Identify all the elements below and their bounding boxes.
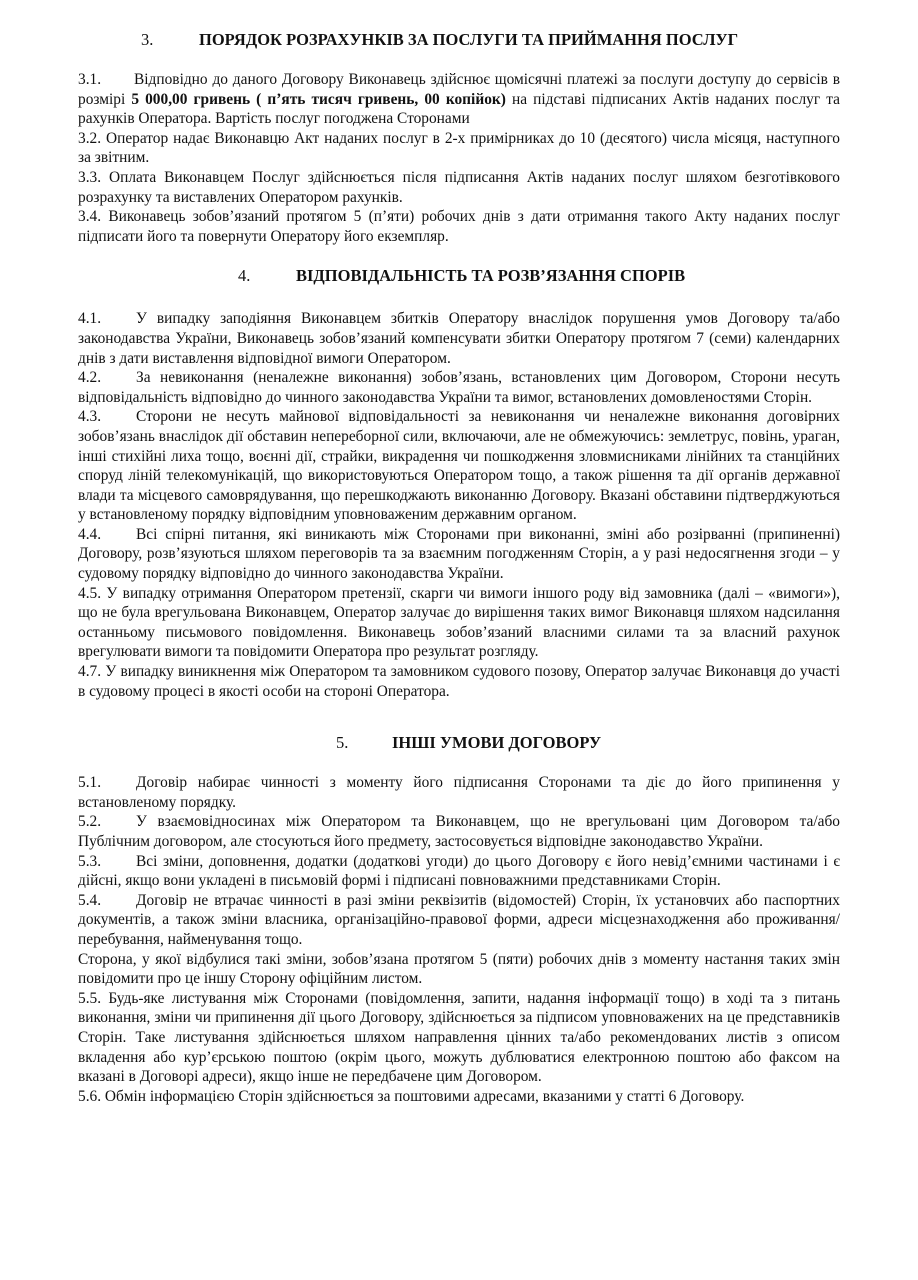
clause-3-1-number: 3.1. — [78, 71, 102, 88]
clause-5-3-text: Всі зміни, доповнення, додатки (додаткові угоди) до цього Договору є його невід’ємними частинами і є дійсні, якщо вони укладені в письмовій формі і підписані повноважними представниками Сторін. — [78, 852, 840, 890]
section-3-heading — [78, 30, 840, 50]
clause-5-3 — [78, 852, 840, 891]
clause-4-3-number: 4.3. — [78, 408, 102, 426]
clause-5-1-text: Договір набирає чинності з моменту його підписання Сторонами та діє до його припинення у встановленому порядку. — [78, 774, 840, 811]
clause-5-4-number: 5.4. — [78, 891, 102, 909]
clause-5-3-number: 5.3. — [78, 852, 102, 870]
section-3-number: 3. — [141, 30, 154, 49]
clause-4-2-text: За невиконання (неналежне виконання) зобов’язань, встановлених цим Договором, Сторони несуть відповідальність відповідно до чинного законодавства України та вимог, встановлених домовленостями Сторін. — [78, 369, 840, 406]
clause-5-4-text: Договір не втрачає чинності в разі зміни реквізитів (відомостей) Сторін, їх установчих або паспортних документів, а також зміни власника, організаційно-правової форми, адреси місцезнаходження або проживання/перебування, найменування тощо. — [78, 891, 840, 948]
clause-3-4: 3.4. Виконавець зобов’язаний протягом 5 (п’яти) робочих днів з дати отримання такого Акту наданих послуг підписати його та повернути Оператору його екземпляр. — [78, 208, 840, 245]
clause-5-5: 5.5. Будь-яке листування між Сторонами (повідомлення, запити, надання інформації тощо) в ході та з питань виконання, зміни чи припинення дії цього Договору, здійснюється за підписом уповноважених на це представників Сторін. Таке листування здійснюється шляхом направлення цінних та/або рекомендованих листів з описом вкладення або кур’єрською поштою (окрім цього, можуть дублюватися електронною поштою або факсом на вказані в Договорі адреси), якщо інше не передбачене цим Договором. — [78, 989, 840, 1086]
clause-3-1-amount: 5 000,00 гривень ( п’ять тисяч гривень, 00 копійок) — [131, 90, 506, 108]
section-4-number: 4. — [238, 266, 251, 286]
section-4-heading — [78, 266, 840, 286]
clause-5-1-number: 5.1. — [78, 774, 102, 792]
clause-4-5: 4.5. У випадку отримання Оператором претензії, скарги чи вимоги іншого роду від замовника (далі – «вимоги»), що не була врегульована Виконавцем, Оператор залучає до вирішення таких вимог Виконавця шляхом надсилання останньому письмового повідомлення. Виконавець зобов’язаний власними силами та за власний рахунок врегулювати вимоги та повідомити Оператора про результат розгляду. — [78, 584, 840, 661]
clause-5-4 — [78, 891, 840, 950]
clause-5-2-text: У взаємовідносинах між Оператором та Виконавцем, що не врегульовані цим Договором та/або Публічним договором, але стосуються його предмету, застосовується відповідне законодавство України. — [78, 813, 840, 850]
clause-3-1-text-b: на підставі підписаних Актів наданих послуг та рахунків Оператора. Вартість послуг погоджена Сторонами — [78, 90, 840, 128]
clause-4-2-number: 4.2. — [78, 369, 102, 387]
clause-5-2-number: 5.2. — [78, 813, 102, 831]
section-3-title: ПОРЯДОК РОЗРАХУНКІВ ЗА ПОСЛУГИ ТА ПРИЙМАННЯ ПОСЛУГ — [199, 30, 739, 49]
clause-3-2: 3.2. Оператор надає Виконавцю Акт наданих послуг в 2-х примірниках до 10 (десятого) числа місяця, наступного за звітним. — [78, 129, 840, 167]
clause-5-1 — [78, 773, 840, 812]
clause-4-7: 4.7. У випадку виникнення між Оператором та замовником судового позову, Оператор залучає Виконавця до участі в судовому процесі в якості особи на стороні Оператора. — [78, 663, 840, 700]
clause-4-4-number: 4.4. — [78, 525, 102, 543]
section-4-title: ВІДПОВІДАЛЬНІСТЬ ТА РОЗВ’ЯЗАННЯ СПОРІВ — [296, 266, 686, 286]
section-5-heading — [78, 733, 840, 753]
clause-3-1 — [78, 70, 840, 129]
clause-5-2 — [78, 812, 840, 851]
clause-4-1-number: 4.1. — [78, 310, 102, 328]
clause-4-3 — [78, 407, 840, 525]
clause-4-4 — [78, 525, 840, 584]
clause-4-2 — [78, 368, 840, 407]
section-5-number: 5. — [336, 733, 349, 753]
clause-5-4-continuation: Сторона, у якої відбулися такі зміни, зобов’язана протягом 5 (пяти) робочих днів з моменту настання таких змін повідомити про це іншу Сторону офіційним листом. — [78, 950, 840, 988]
clause-4-1 — [78, 309, 840, 368]
clause-4-1-text: У випадку заподіяння Виконавцем збитків Оператору внаслідок порушення умов Договору та/або законодавства України, Виконавець зобов’язаний компенсувати збитки Оператору протягом 7 (семи) календарних днів з дати виставлення відповідної вимоги Оператором. — [78, 310, 840, 367]
section-5-title: ІНШІ УМОВИ ДОГОВОРУ — [392, 733, 602, 753]
clause-3-3: 3.3. Оплата Виконавцем Послуг здійснюється після підписання Актів наданих послуг шляхом безготівкового розрахунку та виставлених Оператором рахунків. — [78, 168, 840, 206]
clause-4-3-text: Сторони не несуть майнової відповідальності за невиконання чи неналежне виконання договірних зобов’язань внаслідок дії обставин непереборної сили, включаючи, але не обмежуючись: землетрус, повінь, ураган, інші стихійні лиха тощо, воєнні дії, страйки, викрадення чи пошкодження зловмисниками лінійних та станційних споруд ліній телекомунікацій, що використовуються Оператором тощо, а також рішення та дії органів державної влади та місцевого самоврядування, що перешкоджають виконанню Договору. Вказані обставини підтверджуються у встановленому порядку відповідним уповноваженим державним органом. — [78, 408, 840, 524]
document-body — [78, 30, 840, 1106]
clause-5-6: 5.6. Обмін інформацією Сторін здійснюється за поштовими адресами, вказаними у статті 6 Договору. — [78, 1087, 745, 1105]
clause-4-4-text: Всі спірні питання, які виникають між Сторонами при виконанні, зміні або розірванні (припиненні) Договору, розв’язуються шляхом переговорів та за взаємним погодженням Сторін, а у разі недосягнення згоди – у судовому порядку відповідно до чинного законодавства України. — [78, 525, 840, 583]
clause-3-1-text-a: Відповідно до даного Договору Виконавець здійснює щомісячні платежі за послуги доступу до сервісів в розмірі — [78, 71, 840, 108]
